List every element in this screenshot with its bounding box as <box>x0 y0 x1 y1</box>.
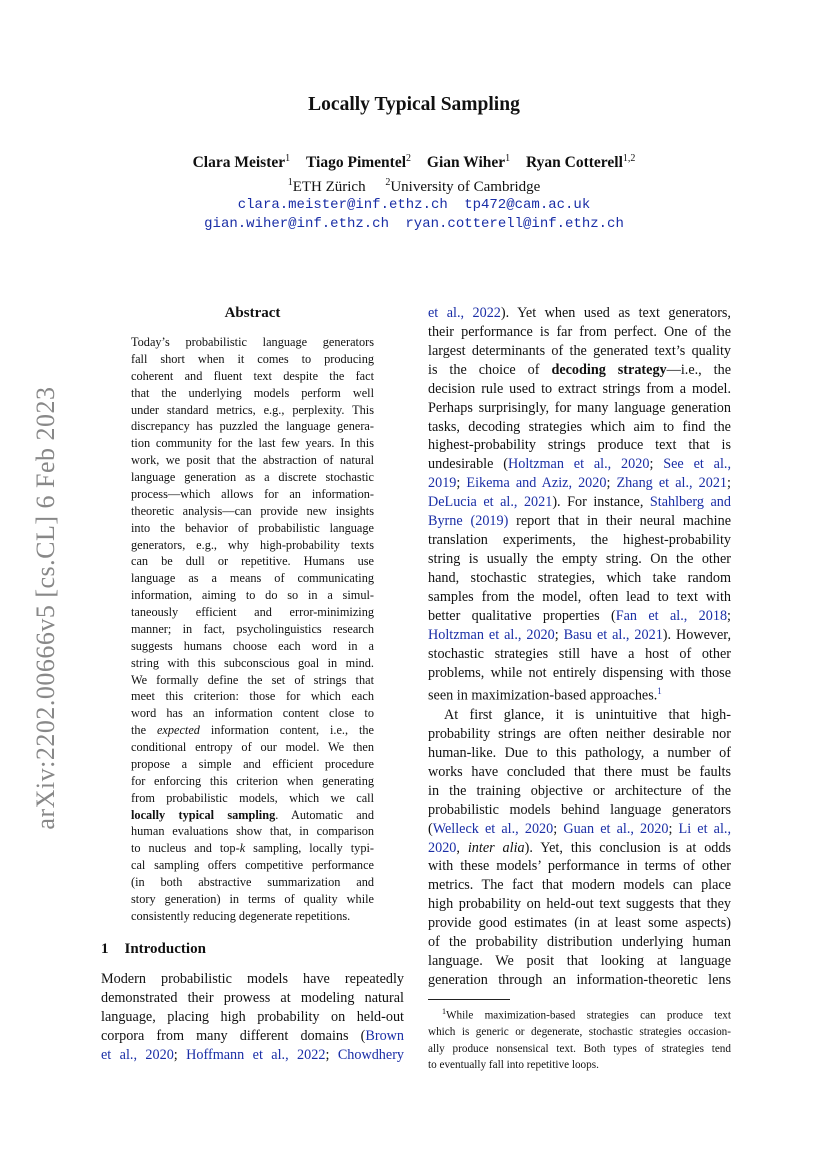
abstract-body <box>131 334 374 925</box>
text-line: fall short when it comes to producing <box>131 351 374 366</box>
text-line: theoretic analysis—can provide new insights <box>131 503 374 518</box>
text-line: decision rule used to extract strings from a model. <box>428 380 731 397</box>
text-line: of the probability distribution underlying human <box>428 934 731 951</box>
text-line: 2020, inter alia). Yet, this conclusion is at odds <box>428 839 731 856</box>
email-line <box>0 216 828 232</box>
text-line: ally produce nonsensical text. Both types of strategies tend <box>428 1042 731 1055</box>
text-line: works have concluded that there must be faults <box>428 763 731 780</box>
text-line: samples from the model, often lead to text with <box>428 588 731 605</box>
text-line: manner; in fact, psycholinguistics research <box>131 621 374 636</box>
text-line: process—which allows for an information- <box>131 486 374 501</box>
text-line: language as a means of communicating <box>131 571 374 586</box>
text-line: generators, e.g., why high-probability texts <box>131 537 374 552</box>
text-line: problems, while not entirely dispensing with those <box>428 664 731 681</box>
text-line: word has an information content close to <box>131 706 374 721</box>
text-line: from probabilistic models, which we call <box>131 790 374 805</box>
citation-link[interactable]: Holtzman et al., 2020 <box>428 626 555 643</box>
text-line: metrics. The fact that modern models can place <box>428 877 731 894</box>
text-line: seen in maximization-based approaches.$^1$ <box>428 686 662 705</box>
text-line: for enforcing this criterion when generating <box>131 773 374 788</box>
citation-link[interactable]: Li et al., <box>678 820 731 837</box>
intro-paragraph <box>101 970 404 1065</box>
section-title: Introduction <box>124 941 206 957</box>
text-line: their performance is far from perfect. One of the <box>428 323 731 340</box>
text-line: DeLucia et al., 2021). For instance, Stahlberg and <box>428 494 731 511</box>
footnote <box>428 1004 731 1074</box>
text-line: better qualitative properties (Fan et al., 2018; <box>428 607 731 624</box>
arxiv-stamp-text: arXiv:2202.00666v5 [cs.CL] 6 Feb 2023 <box>31 386 60 830</box>
emphasis-bold: locally typical sampling <box>131 807 276 822</box>
emphasis-italic: expected <box>156 723 200 738</box>
affiliations <box>0 177 828 196</box>
text-line: human-like. Due to this pathology, a number of <box>428 744 731 761</box>
abstract-heading: Abstract <box>224 305 281 321</box>
text-line: into the behavior of probabilistic language <box>131 520 374 535</box>
text-line: to nucleus and top-k sampling, locally typi- <box>131 841 374 856</box>
text-line: Perhaps surprisingly, for many language generation <box>428 399 731 416</box>
footnote-number: 1 <box>442 1007 446 1016</box>
text-line: which is generic or degenerate, stochastic strategies occasion- <box>428 1026 731 1039</box>
affiliation: $^1$ETH Zürich <box>287 177 366 195</box>
citation-link[interactable]: et al., 2020 <box>101 1047 174 1064</box>
text-line: to eventually fall into repetitive loops. <box>428 1059 599 1072</box>
text-line: meet this criterion: those for which each <box>131 689 374 704</box>
citation-link[interactable]: Welleck et al., 2020 <box>432 820 554 837</box>
citation-link[interactable]: DeLucia et al., 2021 <box>428 494 553 511</box>
text-line: string with this subconscious goal in mind. <box>131 655 374 670</box>
text-line: At first glance, it is unintuitive that high- <box>444 707 731 724</box>
text-line: can be dull or repetitive. Humans use <box>131 554 374 569</box>
text-line: tasks, decoding strategies which aim to find the <box>428 418 731 435</box>
citation-link[interactable]: Holtzman et al., 2020 <box>507 456 650 473</box>
text-line: language. We posit that looking at language <box>428 953 731 970</box>
section-number: 1 <box>101 941 109 957</box>
citation-link[interactable]: et al., 2022 <box>428 305 501 321</box>
text-line: largest determinants of the generated text’s quality <box>428 342 731 359</box>
text-line: language generation as a discrete stochastic <box>131 470 374 484</box>
text-line: 2019; Eikema and Aziz, 2020; Zhang et al., 2021; <box>428 475 731 492</box>
author: Clara Meister$^1$ <box>192 153 291 172</box>
email-link[interactable]: tp472@cam.ac.uk <box>464 197 591 213</box>
text-line: demonstrated their prowess at modeling natural <box>101 990 404 1007</box>
text-line: consistently reducing degenerate repetitions. <box>131 908 351 923</box>
arxiv-stamp <box>18 373 74 843</box>
text-line: story generation) in terms of quality while <box>131 891 374 906</box>
text-line: (Welleck et al., 2020; Guan et al., 2020; Li et al., <box>428 820 731 837</box>
email-link[interactable]: ryan.cotterell@inf.ethz.ch <box>405 216 624 232</box>
email-link[interactable]: clara.meister@inf.ethz.ch <box>237 197 448 213</box>
emphasis-italic: k <box>239 841 246 856</box>
emphasis-italic: inter alia <box>467 839 525 856</box>
citation-link[interactable]: Byrne (2019) <box>428 513 509 530</box>
text-line: cal sampling offers competitive performance <box>131 858 374 873</box>
text-line: high probability on held-out text suggests that they <box>428 896 731 913</box>
text-line: locally typical sampling. Automatic and <box>131 807 374 822</box>
text-line: coherent and fluent text despite the fact <box>131 368 374 383</box>
text-line: et al., 2022). Yet when used as text generators, <box>428 305 731 321</box>
text-line: stochastic strategies still have a host of other <box>428 645 731 662</box>
author-list <box>0 153 828 172</box>
text-line: suggests humans choose each word in a <box>131 638 374 653</box>
citation-link[interactable]: Brown <box>365 1028 404 1045</box>
text-line: under standard metrics, e.g., perplexity. This <box>131 402 374 417</box>
text-line: taneously efficient and error-minimizing <box>131 605 374 619</box>
text-line: discrepancy has puzzled the language genera- <box>131 419 374 434</box>
section-heading <box>101 941 206 958</box>
author: Gian Wiher$^1$ <box>426 153 511 172</box>
email-link[interactable]: gian.wiher@inf.ethz.ch <box>204 216 389 232</box>
text-line: propose a simple and efficient procedure <box>131 756 374 771</box>
text-line: translation experiments, the highest-probability <box>428 532 731 549</box>
text-line: language, placing high probability on held-out <box>101 1009 404 1026</box>
text-line: Byrne (2019) report that in their neural machine <box>428 513 731 530</box>
paper-title: Locally Typical Sampling <box>308 94 520 115</box>
citation-link[interactable]: Stahlberg and <box>649 494 731 511</box>
text-line: information, aiming to do so in a simul- <box>131 588 374 603</box>
text-line: probabilistic models behind language generators <box>428 801 731 818</box>
text-line: string is usually the empty string. On the other <box>428 550 731 567</box>
right-column-text <box>428 304 731 990</box>
text-line: work, we posit that the abstraction of natural <box>131 453 374 468</box>
citation-link[interactable]: Hoffmann et al., 2022 <box>186 1047 326 1064</box>
text-line: the expected information content, i.e., the <box>131 723 374 738</box>
citation-link[interactable]: Guan et al., 2020 <box>563 820 669 837</box>
text-line: We formally define the set of strings that <box>131 672 374 687</box>
author: Tiago Pimentel$^2$ <box>306 153 412 172</box>
citation-link[interactable]: 2020 <box>428 839 457 856</box>
emphasis-bold: decoding strategy <box>551 361 667 378</box>
text-line: is the choice of decoding strategy—i.e., the <box>428 361 731 378</box>
text-line: with these models’ performance in terms of other <box>428 858 731 875</box>
text-line: Today’s probabilistic language generators <box>131 335 374 349</box>
footnote-rule <box>428 999 510 1000</box>
text-line: provide good estimates (in at least some aspects) <box>428 915 731 932</box>
text-line: generation through an information-theoretic lens <box>428 972 731 988</box>
text-line: corpora from many different domains (Brown <box>101 1028 404 1045</box>
citation-link[interactable]: Fan et al., 2018 <box>615 607 728 624</box>
text-line: undesirable (Holtzman et al., 2020; See et al., <box>428 456 731 473</box>
text-line: highest-probability strings produce text that is <box>428 437 731 454</box>
citation-link[interactable]: Zhang et al., 2021 <box>616 475 728 492</box>
footnote-marker[interactable]: 1 <box>657 686 662 697</box>
text-line: $^1$While maximization-based strategies can produce text <box>442 1007 731 1022</box>
citation-link[interactable]: 2019 <box>428 475 457 492</box>
text-line: hand, stochastic strategies, which take random <box>428 569 731 586</box>
text-line: probability strings are often neither desirable nor <box>428 726 731 743</box>
text-line: in the training objective or architecture of the <box>428 782 731 799</box>
email-line <box>0 197 828 213</box>
citation-link[interactable]: See et al., <box>663 456 731 473</box>
citation-link[interactable]: Basu et al., 2021 <box>563 626 663 643</box>
text-line: (in both abstractive summarization and <box>131 875 374 889</box>
text-line: human evaluations show that, in comparison <box>131 824 374 839</box>
citation-link[interactable]: Chowdhery <box>337 1047 405 1064</box>
text-line: tion community for the last few years. In this <box>131 436 374 451</box>
text-line: et al., 2020; Hoffmann et al., 2022; Chowdhery <box>101 1047 405 1064</box>
text-line: conditional entropy of our model. We then <box>131 740 374 754</box>
text-line: Holtzman et al., 2020; Basu et al., 2021). However, <box>428 626 731 643</box>
text-line: that the underlying models perform well <box>131 385 374 400</box>
citation-link[interactable]: Eikema and Aziz, 2020 <box>466 475 607 492</box>
author: Ryan Cotterell$^{1,2}$ <box>526 153 636 172</box>
affiliation: $^2$University of Cambridge <box>385 177 541 195</box>
text-line: Modern probabilistic models have repeatedly <box>101 971 404 987</box>
